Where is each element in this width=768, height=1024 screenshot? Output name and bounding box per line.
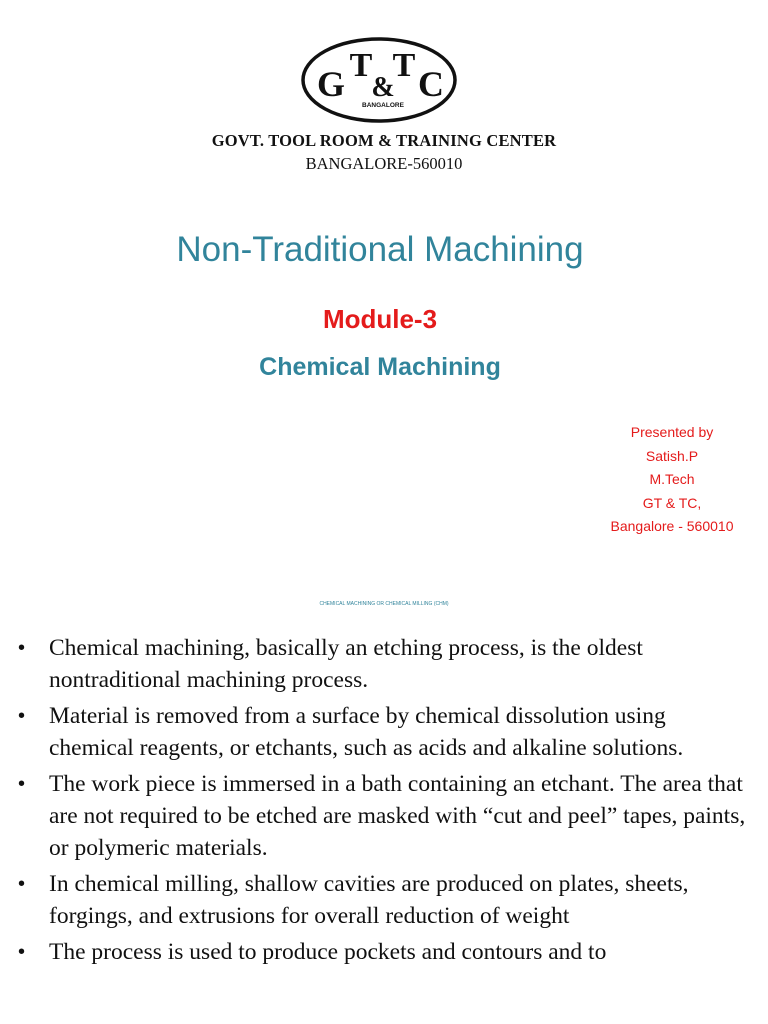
- bullet-item: [16, 700, 756, 764]
- bullet-text: In chemical milling, shallow cavities are produced on plates, sheets, forgings, and extrusions for overall reduction of weight: [49, 871, 689, 929]
- slide-subtitle: Chemical Machining: [259, 353, 501, 381]
- org-city: BANGALORE-560010: [305, 154, 463, 173]
- bullet-text: The work piece is immersed in a bath containing an etchant. The area that are not required to be etched are masked with “cut and peel” tapes, paints, or polymeric materials.: [49, 771, 746, 861]
- bullet-text: Chemical machining, basically an etching process, is the oldest nontraditional machining process.: [49, 635, 643, 693]
- slide-title: Non-Traditional Machining: [176, 230, 584, 269]
- bullet-dot: •: [18, 705, 26, 727]
- bullet-text: Material is removed from a surface by chemical dissolution using chemical reagents, or etchants, such as acids and alkaline solutions.: [49, 703, 684, 761]
- org-name: GOVT. TOOL ROOM & TRAINING CENTER: [211, 131, 557, 150]
- presenter-line: Presented by: [630, 424, 714, 440]
- logo-letter-c: C: [418, 64, 444, 104]
- gttc-logo: [300, 36, 458, 124]
- bullet-dot: •: [18, 637, 26, 659]
- bullet-item: [16, 768, 756, 864]
- presenter-block: [582, 421, 762, 539]
- bullet-item: [16, 632, 756, 696]
- bullet-item: [16, 936, 756, 968]
- presenter-line: M.Tech: [649, 471, 695, 487]
- module-label: Module-3: [322, 304, 438, 334]
- bullet-text: The process is used to produce pockets and contours and to: [49, 939, 607, 965]
- bullet-dot: •: [18, 941, 26, 963]
- logo-letter-g: G: [316, 64, 346, 104]
- presenter-line: GT & TC,: [642, 494, 702, 511]
- content-slide-title: CHEMICAL MACHINING OR CHEMICAL MILLING (CHM): [319, 601, 449, 607]
- logo-city: BANGALORE: [362, 102, 404, 109]
- presenter-line: Satish.P: [645, 447, 699, 464]
- bullet-list: [16, 632, 756, 972]
- bullet-dot: •: [18, 873, 26, 895]
- presenter-line: Bangalore - 560010: [610, 518, 734, 534]
- bullet-dot: •: [18, 773, 26, 795]
- logo-ampersand: &: [371, 72, 395, 103]
- content-slide: [0, 590, 768, 1024]
- logo-letter-t1: T: [349, 47, 373, 84]
- bullet-item: [16, 868, 756, 932]
- logo-letter-t2: T: [392, 47, 416, 84]
